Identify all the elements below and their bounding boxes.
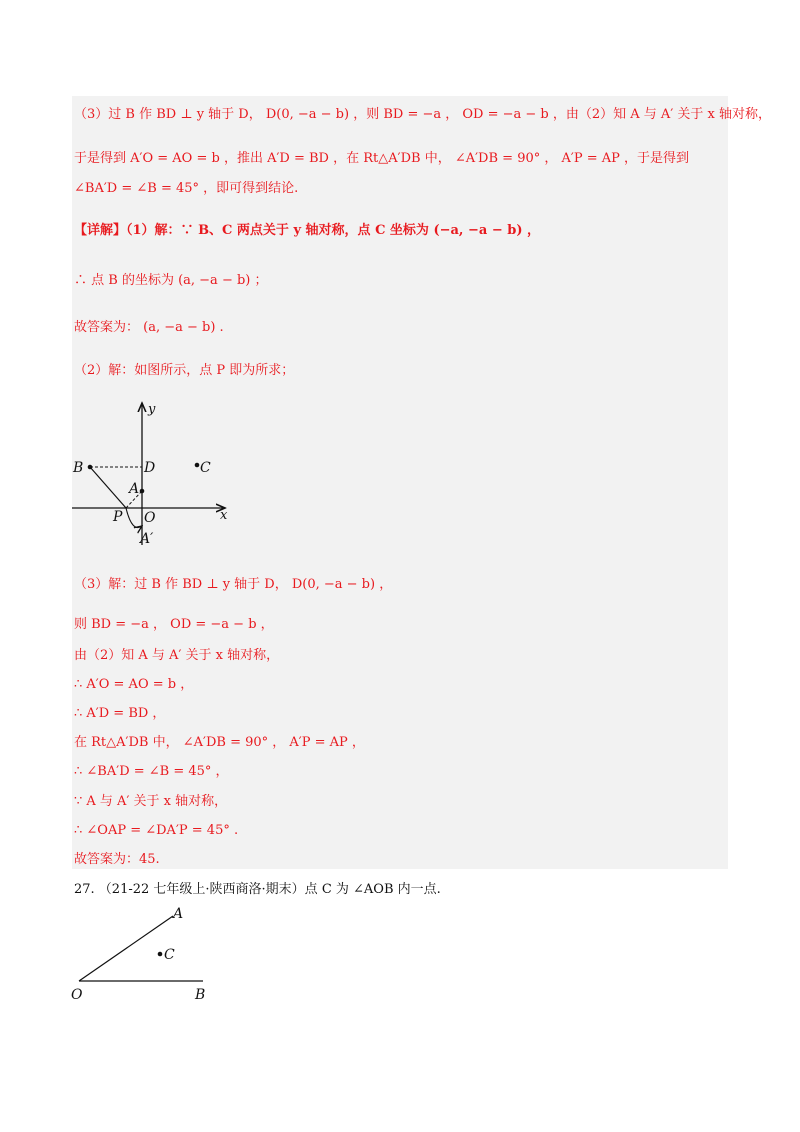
bp-segment <box>90 467 126 508</box>
label-a2: A <box>173 906 184 922</box>
solution-line-2: 于是得到 A′O = AO = b ，推出 A′D = BD ，在 Rt△A′DB 中， ∠A′DB = 90° ， A′P = AP ，于是得到 <box>74 151 690 166</box>
symmetry-arc <box>126 508 142 528</box>
detail-line-3: 故答案为： (a, −a − b) . <box>74 320 224 335</box>
part3-line-3: 由（2）知 A 与 A′ 关于 x 轴对称， <box>74 648 280 663</box>
part3-line-6: 在 Rt△A′DB 中， ∠A′DB = 90° ， A′P = AP ， <box>74 735 365 750</box>
label-x: x <box>220 508 228 523</box>
ray-oa <box>79 916 173 981</box>
point-b <box>88 465 93 470</box>
label-d: D <box>144 460 156 476</box>
coordinate-figure <box>60 395 260 555</box>
label-o2: O <box>71 987 83 1003</box>
final-answer: 故答案为：45. <box>74 852 160 867</box>
point-c2 <box>158 952 163 957</box>
label-b: B <box>73 460 84 476</box>
solution-line-3: ∠BA′D = ∠B = 45° ，即可得到结论. <box>74 181 299 196</box>
solution-line-1: （3）过 B 作 BD ⊥ y 轴于 D， D(0, −a − b) ，则 BD = −a ， OD = −a − b ，由（2）知 A 与 A′ 关于 x 轴对称， <box>74 107 771 122</box>
detail-line-2: ∴ 点 B 的坐标为 (a, −a − b) ； <box>74 273 268 288</box>
label-o: O <box>144 510 156 526</box>
label-b2: B <box>195 987 206 1003</box>
angle-figure <box>65 902 225 1007</box>
label-a: A <box>129 481 140 497</box>
label-y: y <box>148 402 156 417</box>
part3-line-2: 则 BD = −a ， OD = −a − b ， <box>74 617 274 632</box>
label-a-prime: A′ <box>140 531 154 547</box>
point-c <box>195 463 200 468</box>
label-c2: C <box>164 947 175 963</box>
detail-line-4: （2）解：如图所示，点 P 即为所求； <box>74 363 295 378</box>
point-a <box>140 489 145 494</box>
label-p: P <box>113 509 123 525</box>
part3-line-4: ∴ A′O = AO = b ， <box>74 677 194 692</box>
detail-line-1: 【详解】（1）解：∵ B、C 两点关于 y 轴对称，点 C 坐标为 (−a, −a − b) ， <box>74 223 541 238</box>
part3-line-7: ∴ ∠BA′D = ∠B = 45° ， <box>74 764 229 779</box>
question-27: 27. （21-22 七年级上·陕西商洛·期末）点 C 为 ∠AOB 内一点. <box>74 882 441 897</box>
part3-line-8: ∵ A 与 A′ 关于 x 轴对称， <box>74 794 228 809</box>
label-c: C <box>200 460 211 476</box>
part3-line-1: （3）解：过 B 作 BD ⊥ y 轴于 D， D(0, −a − b) ， <box>74 577 393 592</box>
part3-line-5: ∴ A′D = BD ， <box>74 706 166 721</box>
part3-line-9: ∴ ∠OAP = ∠DA′P = 45° . <box>74 823 239 838</box>
